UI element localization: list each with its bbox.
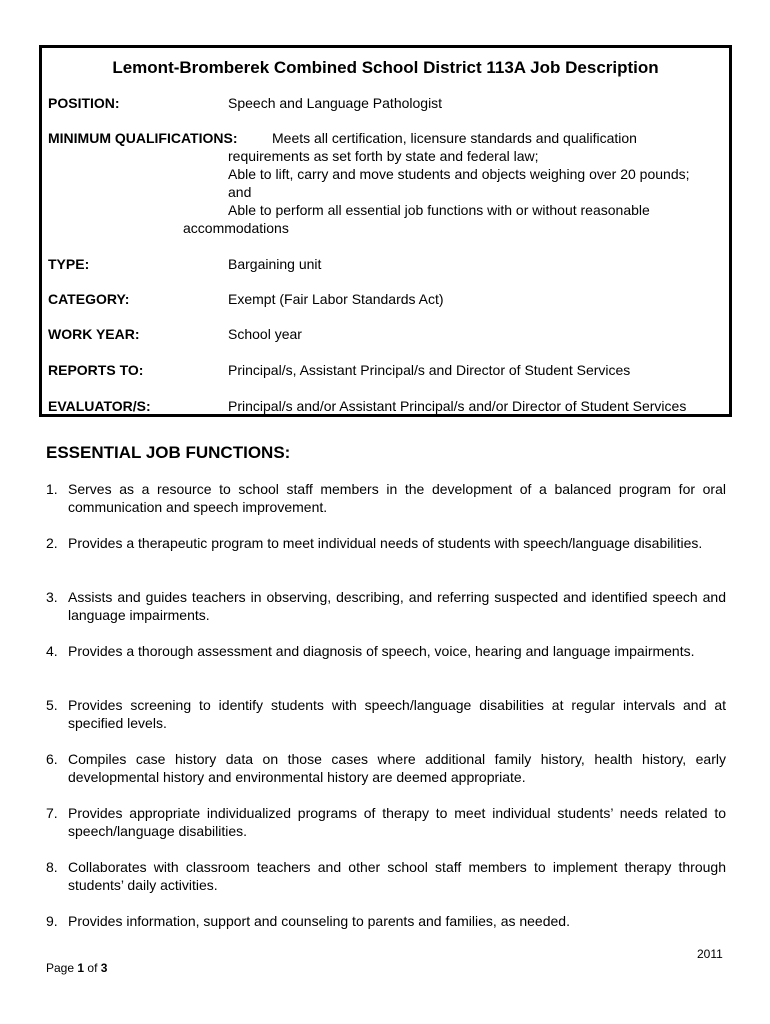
item-text: Provides information, support and counseling to parents and families, as needed. — [68, 913, 570, 929]
page-current: 1 — [77, 961, 85, 975]
item-number: 9. — [46, 913, 58, 929]
min-qualifications-label: MINIMUM QUALIFICATIONS: — [48, 130, 238, 146]
section-heading: ESSENTIAL JOB FUNCTIONS: — [46, 443, 291, 462]
document-title: Lemont-Bromberek Combined School District 113A Job Description — [112, 58, 659, 77]
work-year-label: WORK YEAR: — [48, 326, 140, 342]
essential-functions-list — [46, 480, 726, 966]
item-text: Provides appropriate individualized programs of therapy to meet individual students’ needs related to speech/language disabilities. — [68, 805, 726, 839]
item-text: Collaborates with classroom teachers and other school staff members to implement therapy through students’ daily activities. — [68, 859, 726, 893]
item-number: 1. — [46, 481, 58, 497]
page-indicator — [46, 961, 107, 975]
min-qualifications-line: Able to perform all essential job functions with or without reasonable — [228, 202, 650, 218]
item-text: Provides screening to identify students with speech/language disabilities at regular intervals and at specified levels. — [68, 697, 726, 731]
item-number: 7. — [46, 805, 58, 821]
list-item — [46, 642, 726, 696]
min-qualifications-line: and — [228, 184, 252, 200]
reports-to-value: Principal/s, Assistant Principal/s and Director of Student Services — [228, 362, 631, 378]
item-text: Assists and guides teachers in observing, describing, and referring suspected and identified speech and language impairments. — [68, 589, 726, 623]
min-qualifications-line: requirements as set forth by state and federal law; — [228, 148, 539, 164]
list-item — [46, 696, 726, 750]
item-number: 6. — [46, 751, 58, 767]
min-qualifications-line: Meets all certification, licensure standards and qualification — [272, 130, 637, 146]
evaluators-value: Principal/s and/or Assistant Principal/s and/or Director of Student Services — [228, 398, 687, 414]
item-number: 2. — [46, 535, 58, 551]
evaluators-label: EVALUATOR/S: — [48, 398, 151, 414]
item-text: Provides a therapeutic program to meet individual needs of students with speech/language disabilities. — [68, 535, 703, 551]
job-header-box — [39, 45, 732, 417]
revision-year: 2011 — [697, 947, 723, 961]
list-item — [46, 480, 726, 534]
item-text: Serves as a resource to school staff members in the development of a balanced program for oral communication and speech improvement. — [68, 481, 726, 515]
page-prefix: Page — [46, 961, 75, 975]
list-item — [46, 534, 726, 588]
list-item — [46, 912, 726, 966]
page-total: 3 — [100, 961, 108, 975]
category-value: Exempt (Fair Labor Standards Act) — [228, 291, 444, 307]
list-item — [46, 804, 726, 858]
type-label: TYPE: — [48, 256, 90, 272]
list-item — [46, 858, 726, 912]
work-year-value: School year — [228, 326, 302, 342]
min-qualifications-line: Able to lift, carry and move students and objects weighing over 20 pounds; — [228, 166, 690, 182]
list-item — [46, 750, 726, 804]
position-value: Speech and Language Pathologist — [228, 95, 443, 111]
page-of: of — [87, 961, 98, 975]
position-label: POSITION: — [48, 95, 120, 111]
min-qualifications-line: accommodations — [183, 220, 289, 236]
item-text: Provides a thorough assessment and diagnosis of speech, voice, hearing and language impairments. — [68, 643, 695, 659]
category-label: CATEGORY: — [48, 291, 130, 307]
item-number: 3. — [46, 589, 58, 605]
item-number: 4. — [46, 643, 58, 659]
type-value: Bargaining unit — [228, 256, 322, 272]
item-number: 5. — [46, 697, 58, 713]
reports-to-label: REPORTS TO: — [48, 362, 144, 378]
list-item — [46, 588, 726, 642]
item-number: 8. — [46, 859, 58, 875]
item-text: Compiles case history data on those cases where additional family history, health history, early developmental history and environmental history are deemed appropriate. — [68, 751, 726, 785]
